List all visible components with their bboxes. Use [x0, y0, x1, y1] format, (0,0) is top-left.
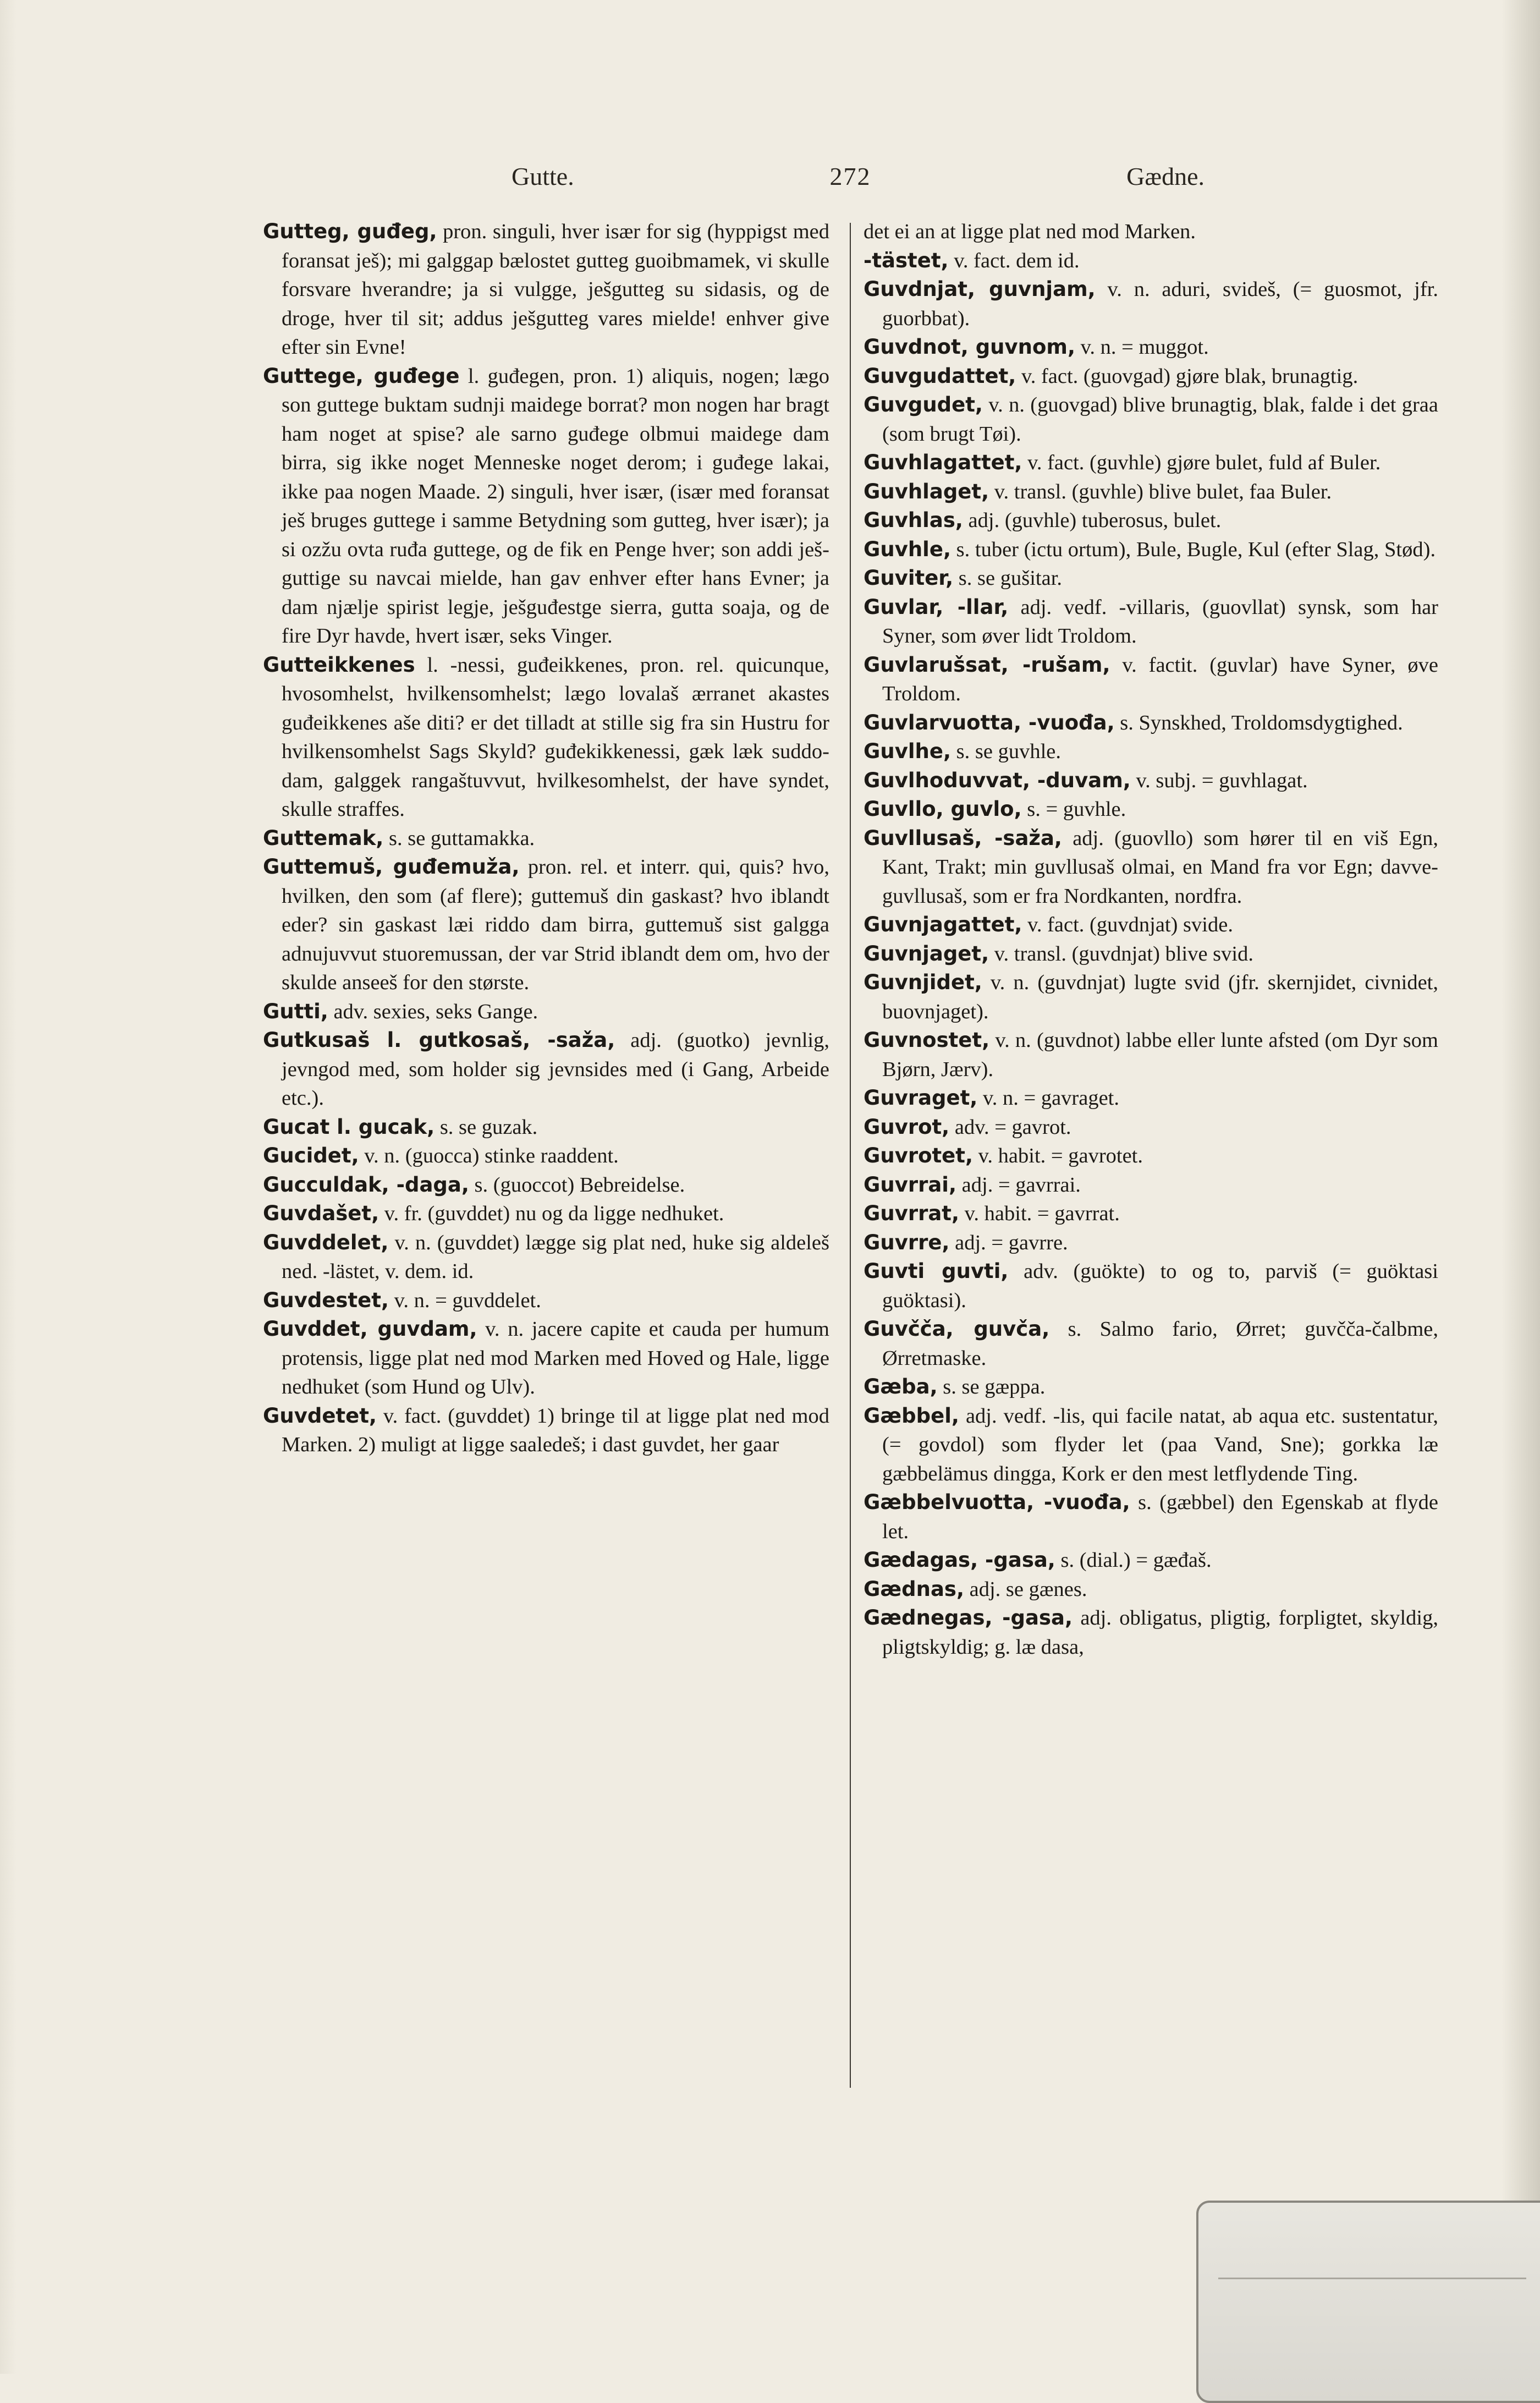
entry-headword: Gædnas, [864, 1577, 965, 1601]
dictionary-entry [263, 1199, 829, 1228]
entry-definition: s. (guoccot) Bebreidelse. [469, 1173, 685, 1197]
entry-headword: Guvgudattet, [864, 364, 1016, 388]
entry-definition: s. se guvhle. [951, 740, 1061, 763]
entry-definition: s. (gæbbel) den Egenskab at flyde let. [882, 1491, 1438, 1543]
entry-definition: s. = guvhle. [1021, 798, 1126, 821]
dictionary-entry [263, 853, 829, 997]
header-left-guideword: Gutte. [512, 162, 574, 190]
entry-headword: Gutteikkenes [263, 652, 415, 677]
dictionary-entry [864, 709, 1438, 738]
running-head [512, 157, 1204, 195]
entry-headword: Gædnegas, -gasa, [864, 1606, 1073, 1630]
entry-definition: v. n. = guvddelet. [388, 1288, 541, 1312]
dictionary-entry [864, 1113, 1438, 1142]
page-number: 272 [829, 162, 871, 190]
dictionary-entry [864, 1604, 1438, 1661]
dictionary-entry [864, 275, 1438, 333]
entry-definition: v. subj. = guvhlagat. [1130, 769, 1308, 792]
entry-definition: v. n. jacere capite et cauda per humum protensis, ligge plat ned mod Marken med Hoved og Hale, ligge nedhuket (som Hund og Ulv). [282, 1318, 829, 1398]
entry-headword: Guvnjaget, [864, 941, 989, 965]
entry-definition: v. habit. = gavrrat. [959, 1202, 1120, 1225]
entry-headword: Guvdašet, [263, 1202, 380, 1225]
dictionary-entry [864, 1171, 1438, 1200]
dictionary-entry [864, 795, 1438, 824]
entry-definition: v. fact. (guovgad) gjøre blak, brunagtig. [1016, 364, 1358, 388]
dictionary-entry [263, 1315, 829, 1402]
entry-headword: Guvgudet, [864, 393, 983, 416]
entry-headword: Gucat l. gucak, [263, 1115, 435, 1139]
dictionary-entry [864, 1315, 1438, 1373]
entry-definition: pron. singuli, hver især for sig (hyppigst med foransat ješ); mi galggap bælostet gutteg guoibmamek, vi skulle forsvare hverandre; ja si vulgge, ješgutteg su sidasis, og de droge, hver til sit; addus ješgutteg vares mielde! enhver give efter sin Evne! [282, 220, 829, 359]
entry-definition: adv. (guökte) to og to, parviš (= guöktasi guöktasi). [882, 1260, 1438, 1312]
entry-definition: l. -nessi, guđeikkenes, pron. rel. quicunque, hvosomhelst, hvilkensomhelst; lægo lovalaš ærranet akastes guđeikkenes aše diti? er det tilladt at stille sig fra sin Hustru for hvilkensomhelst Sags Skyld? guđekikkenessi, gæk læk suddodam, galggek rangaštuvvut, hvilkesomhelst, der have syndet, skulle straffes. [282, 653, 829, 821]
entry-headword: Guvlarušsat, -rušam, [864, 652, 1110, 677]
entry-headword: Guvddet, guvdam, [263, 1317, 477, 1341]
entry-headword: Guvnjidet, [864, 970, 982, 994]
entry-definition: v. transl. (guvdnjat) blive svid. [989, 942, 1253, 965]
entry-definition: v. fact. dem id. [948, 249, 1080, 272]
entry-headword: -tästet, [864, 248, 949, 272]
entry-headword: Guttege, guđege [263, 364, 460, 388]
dictionary-entry [864, 1373, 1438, 1402]
entry-headword: Guvllusaš, -saža, [864, 826, 1062, 850]
entry-definition: v. n. (guvdnot) labbe eller lunte afsted (om Dyr som Bjørn, Jærv). [882, 1029, 1438, 1081]
entry-definition: v. transl. (guvhle) blive bulet, faa Buler. [989, 480, 1332, 503]
dictionary-entry [263, 997, 829, 1027]
entry-definition: s. se gušitar. [953, 567, 1063, 590]
entry-definition: adj. = gavrrai. [956, 1173, 1081, 1197]
left-column [263, 217, 829, 2104]
entry-definition: adj. vedf. -villaris, (guovllat) synsk, som har Syner, som øver lidt Troldom. [882, 595, 1438, 648]
dictionary-entry [864, 391, 1438, 448]
entry-headword: Guvllo, guvlo, [864, 797, 1022, 821]
entry-definition: s. se gæppa. [937, 1375, 1046, 1398]
entry-headword: Guvrot, [864, 1115, 950, 1139]
entry-headword: Guttemuš, guđemuža, [263, 855, 520, 879]
entry-definition: adj. (guvhle) tuberosus, bulet. [963, 509, 1222, 532]
dictionary-entry [864, 1199, 1438, 1228]
entry-headword: Guvrrat, [864, 1202, 960, 1225]
dictionary-entry [864, 968, 1438, 1026]
entry-headword: Gædagas, -gasa, [864, 1548, 1055, 1572]
entry-headword: Guvrre, [864, 1230, 950, 1254]
entry-headword: Gæbbelvuotta, -vuođa, [864, 1490, 1130, 1514]
entry-definition: adv. sexies, seks Gange. [328, 1000, 538, 1023]
entry-headword: Guvdetet, [263, 1403, 377, 1428]
dictionary-entry [864, 535, 1438, 564]
entry-definition: v. n. (guvddet) lægge sig plat ned, huke sig aldeleš ned. -lästet, v. dem. id. [282, 1231, 829, 1283]
entry-headword: Guttemak, [263, 826, 384, 850]
dictionary-entry [864, 1228, 1438, 1258]
dictionary-entry [864, 766, 1438, 795]
dictionary-entry [263, 1286, 829, 1315]
entry-headword: Guvhlaget, [864, 479, 989, 503]
dictionary-entry [864, 448, 1438, 478]
entry-headword: Guvdnjat, guvnjam, [864, 277, 1096, 301]
entry-headword: Guvlhe, [864, 739, 952, 763]
dictionary-entry [864, 506, 1438, 535]
right-column [864, 217, 1438, 2104]
entry-headword: Guvhle, [864, 537, 952, 561]
entry-headword: Gucculdak, -daga, [263, 1172, 469, 1197]
dictionary-entry [263, 362, 829, 651]
entry-headword: Gutkusaš l. gutkosaš, -saža, [263, 1028, 615, 1052]
dictionary-entry [864, 824, 1438, 911]
dictionary-entry [864, 737, 1438, 766]
dictionary-entry [263, 824, 829, 853]
dictionary-entry [864, 246, 1438, 276]
entry-definition: adj. = gavrre. [949, 1231, 1068, 1254]
entry-definition: v. fact. (guvhle) gjøre bulet, fuld af Buler. [1022, 451, 1381, 474]
page-edge-left [0, 0, 16, 2374]
dictionary-entry [263, 1402, 829, 1460]
entry-definition: v. n. aduri, svideš, (= guosmot, jfr. guorbbat). [882, 278, 1438, 330]
page-edge-right [1502, 0, 1540, 2374]
dictionary-entry [864, 651, 1438, 709]
dictionary-entry [864, 940, 1438, 969]
entry-definition: v. n. = gavraget. [977, 1087, 1119, 1110]
dictionary-entry [864, 1402, 1438, 1489]
entry-headword: Gucidet, [263, 1144, 359, 1167]
dictionary-entry [263, 651, 829, 824]
header-right-guideword: Gædne. [1126, 162, 1204, 190]
entry-headword: Guvdestet, [263, 1288, 389, 1312]
entry-headword: Guvhlagattet, [864, 451, 1022, 474]
entry-definition: v. factit. (guvlar) have Syner, øve Troldom. [882, 653, 1438, 705]
entry-definition: v. n. (guvdnjat) lugte svid (jfr. skernjidet, civnidet, buovnjaget). [882, 971, 1438, 1023]
entry-headword: Guvhlas, [864, 508, 963, 532]
entry-headword: Guvlar, -llar, [864, 595, 1009, 619]
entry-headword: Gutteg, guđeg, [263, 220, 437, 243]
column-divider [850, 223, 851, 2088]
entry-definition: s. se guzak. [435, 1115, 538, 1139]
dictionary-entry [263, 1171, 829, 1200]
library-slip-line [1218, 2278, 1526, 2279]
dictionary-entry [263, 217, 829, 362]
entry-definition: pron. rel. et interr. qui, quis? hvo, hvilken, den som (af flere); guttemuš din gaskast? hvo iblandt eder? sin gaskast læi riddo dam birra, guttemuš sist galgga adnujuvvut stuoremussan, der var Strid iblandt dem om, hvo der skulde anseeš for den største. [282, 855, 829, 994]
dictionary-entry [864, 333, 1438, 362]
entry-definition: v. fr. (guvddet) nu og da ligge nedhuket. [379, 1202, 724, 1225]
entry-definition: v. n. = muggot. [1075, 336, 1209, 359]
dictionary-entry [864, 1546, 1438, 1575]
dictionary-entry [864, 1575, 1438, 1604]
entry-headword: Guvraget, [864, 1086, 978, 1110]
entry-headword: Guvlhoduvvat, -duvam, [864, 768, 1131, 792]
entry-definition: s. Synskhed, Troldomsdygtighed. [1114, 711, 1403, 734]
entry-definition: s. (dial.) = gæđaš. [1055, 1549, 1212, 1572]
entry-definition: det ei an at ligge plat ned mod Marken. [864, 220, 1196, 243]
entry-headword: Guvdnot, guvnom, [864, 335, 1076, 359]
entry-definition: adv. = gavrot. [949, 1115, 1071, 1139]
entry-definition: s. Salmo fario, Ørret; guvčča-čalbme, Ørretmaske. [882, 1318, 1438, 1370]
entry-definition: adj. obligatus, pligtig, forpligtet, skyldig, pligtskyldig; g. læ dasa, [882, 1606, 1438, 1659]
entry-headword: Guvrotet, [864, 1144, 974, 1167]
dictionary-entry [263, 1026, 829, 1113]
entry-definition: adj. se gænes. [964, 1577, 1087, 1601]
dictionary-entry [864, 362, 1438, 391]
entry-definition: v. n. (guocca) stinke raaddent. [359, 1144, 619, 1167]
entry-headword: Gæbbel, [864, 1403, 959, 1428]
dictionary-entry [263, 1113, 829, 1142]
entry-headword: Guvnjagattet, [864, 913, 1022, 936]
dictionary-entry [263, 1142, 829, 1171]
entry-definition: l. guđegen, pron. 1) aliquis, nogen; lægo son guttege buktam sudnji maidege borrat? mon nogen har bragt ham noget at spise? ale sarno guđege olbmui maidege dam birra, sig ikke noget Menneske noget derom; i guđege lakai, ikke paa nogen Maade. 2) singuli, hver især, (især med foransat ješ bruges guttege i samme Betydning som gutteg, hver især); ja si ozžu ovta ruđa guttege, og de fik en Penge hver; son addi ješguttige su navcai mielde, han gav enhver efter hans Evner; ja dam njælje spirist legje, ješguđestge sierra, gutta soaja, og de fire Dyr havde, hvert især, seks Vinger. [282, 364, 829, 648]
dictionary-entry [864, 564, 1438, 593]
dictionary-entry [864, 217, 1438, 246]
entry-headword: Guvddelet, [263, 1230, 389, 1254]
entry-headword: Guviter, [864, 566, 954, 590]
dictionary-entry [864, 1488, 1438, 1546]
entry-headword: Guvlarvuotta, -vuođa, [864, 710, 1115, 734]
entry-definition: v. fact. (guvdnjat) svide. [1022, 913, 1233, 936]
entry-definition: adj. (guotko) jevnlig, jevngod med, som holder sig jevnsides med (i Gang, Arbeide etc.). [282, 1029, 829, 1110]
entry-headword: Guvnostet, [864, 1028, 990, 1052]
entry-definition: v. fact. (guvddet) 1) bringe til at ligge plat ned mod Marken. 2) muligt at ligge saaledeš; i dast guvdet, her gaar [282, 1404, 829, 1456]
dictionary-entry [263, 1228, 829, 1286]
dictionary-entry [864, 1026, 1438, 1084]
entry-definition: v. n. (guovgad) blive brunagtig, blak, falde i det graa (som brugt Tøi). [882, 393, 1438, 446]
entry-headword: Guvrrai, [864, 1172, 957, 1197]
dictionary-entry [864, 478, 1438, 507]
library-slip [1196, 2201, 1540, 2403]
dictionary-entry [864, 593, 1438, 651]
entry-headword: Gutti, [263, 999, 328, 1023]
entry-definition: s. tuber (ictu ortum), Bule, Bugle, Kul (efter Slag, Stød). [951, 537, 1436, 561]
entry-headword: Guvti guvti, [864, 1259, 1009, 1283]
entry-headword: Gæba, [864, 1375, 938, 1398]
entry-definition: adj. vedf. -lis, qui facile natat, ab aqua etc. sustentatur, (= govdol) som flyder let (paa Vand, Sne); gorkka læ gæbbelämus dingga, Kork er den mest letflydende Ting. [882, 1404, 1438, 1485]
dictionary-entry [864, 910, 1438, 940]
entry-definition: adj. (guovllo) som hører til en viš Egn, Kant, Trakt; min guvllusaš olmai, en Mand fra vor Egn; davveguvllusaš, som er fra Nordkanten, nordfra. [882, 826, 1438, 908]
dictionary-entry [864, 1142, 1438, 1171]
dictionary-entry [864, 1084, 1438, 1113]
dictionary-entry [864, 1257, 1438, 1315]
entry-headword: Guvčča, guvča, [864, 1317, 1050, 1341]
entry-definition: s. se guttamakka. [383, 826, 535, 850]
entry-definition: v. habit. = gavrotet. [973, 1144, 1143, 1167]
